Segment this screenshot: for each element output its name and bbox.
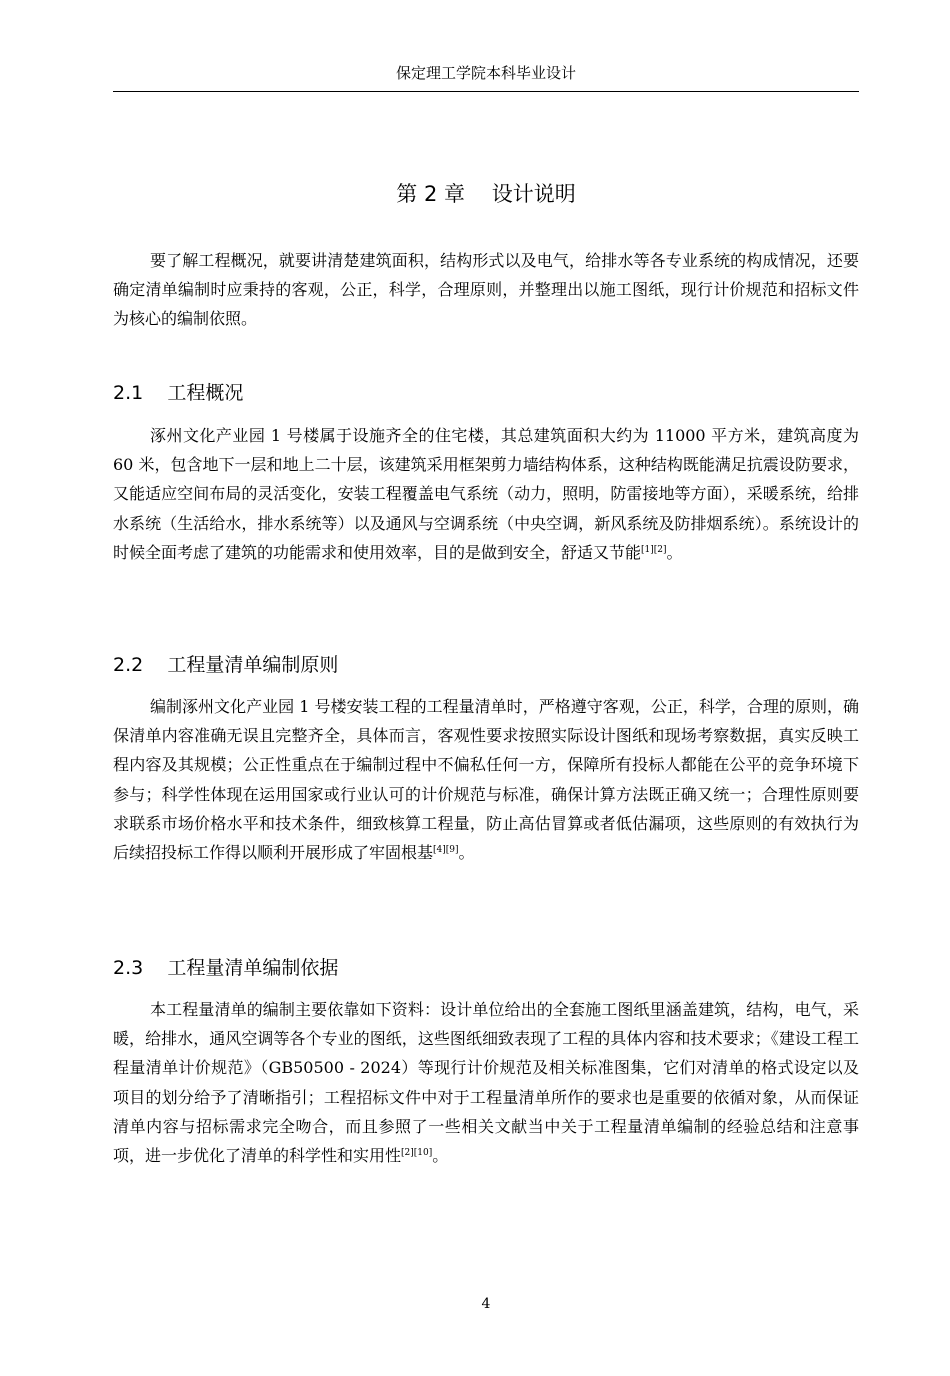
header-divider <box>113 91 859 92</box>
intro-paragraph: 要了解工程概况，就要讲清楚建筑面积，结构形式以及电气，给排水等各专业系统的构成情况，还要确定清单编制时应秉持的客观，公正，科学，合理原则，并整理出以施工图纸，现行计价规范和招标文件为核心的编制依照。 <box>113 251 859 329</box>
citation-ref: [4][9] <box>433 845 459 856</box>
paragraph-end: 。 <box>458 843 475 863</box>
section-paragraph-2-3 <box>113 995 859 1170</box>
chapter-title: 第 2 章 设计说明 <box>396 182 576 206</box>
paragraph-text: 编制涿州文化产业园 1 号楼安装工程的工程量清单时，严格遵守客观，公正，科学，合理的原则，确保清单内容准确无误且完整齐全，具体而言，客观性要求按照实际设计图纸和现场考察数据，真实反映工程内容及其规模；公正性重点在于编制过程中不偏私任何一方，保障所有投标人都能在公平的竞争环境下参与；科学性体现在运用国家或行业认可的计价规范与标准，确保计算方法既正确又统一；合理性原则要求联系市场价格水平和技术条件，细致核算工程量，防止高估冒算或者低估漏项，这些原则的有效执行为后续招投标工作得以顺利开展形成了牢固根基 <box>113 697 859 863</box>
paragraph-end: 。 <box>432 1146 449 1166</box>
paragraph-end: 。 <box>666 542 683 562</box>
citation-ref: [1][2] <box>641 544 667 555</box>
section-heading-2-2: 2.2 工程量清单编制原则 <box>113 654 339 676</box>
citation-ref: [2][10] <box>401 1148 433 1159</box>
section-heading-2-3: 2.3 工程量清单编制依据 <box>113 957 339 979</box>
section-heading-2-1: 2.1 工程概况 <box>113 382 244 404</box>
section-paragraph-2-2 <box>113 692 859 867</box>
paragraph-text: 涿州文化产业园 1 号楼属于设施齐全的住宅楼，其总建筑面积大约为 11000 平方米，建筑高度为 60 米，包含地下一层和地上二十层，该建筑采用框架剪力墙结构体系，这种结构既能满足抗震设防要求，又能适应空间布局的灵活变化，安装工程覆盖电气系统（动力，照明，防雷接地等方面），采暖系统，给排水系统（生活给水，排水系统等）以及通风与空调系统（中央空调，新风系统及防排烟系统）。系统设计的时候全面考虑了建筑的功能需求和使用效率，目的是做到安全，舒适又节能 <box>113 426 859 562</box>
page-number: 4 <box>481 1296 491 1312</box>
section-paragraph-2-1 <box>113 421 859 567</box>
running-header: 保定理工学院本科毕业设计 <box>395 64 576 82</box>
paragraph-text: 本工程量清单的编制主要依靠如下资料：设计单位给出的全套施工图纸里涵盖建筑，结构，电气，采暖，给排水，通风空调等各个专业的图纸，这些图纸细致表现了工程的具体内容和技术要求；《建设工程工程量清单计价规范》（GB50500 - 2024）等现行计价规范及相关标准图集，它们对清单的格式设定以及项目的划分给予了清晰指引；工程招标文件中对于工程量清单所作的要求也是重要的依循对象，从而保证清单内容与招标需求完全吻合，而且参照了一些相关文献当中关于工程量清单编制的经验总结和注意事项，进一步优化了清单的科学性和实用性 <box>113 1000 859 1166</box>
